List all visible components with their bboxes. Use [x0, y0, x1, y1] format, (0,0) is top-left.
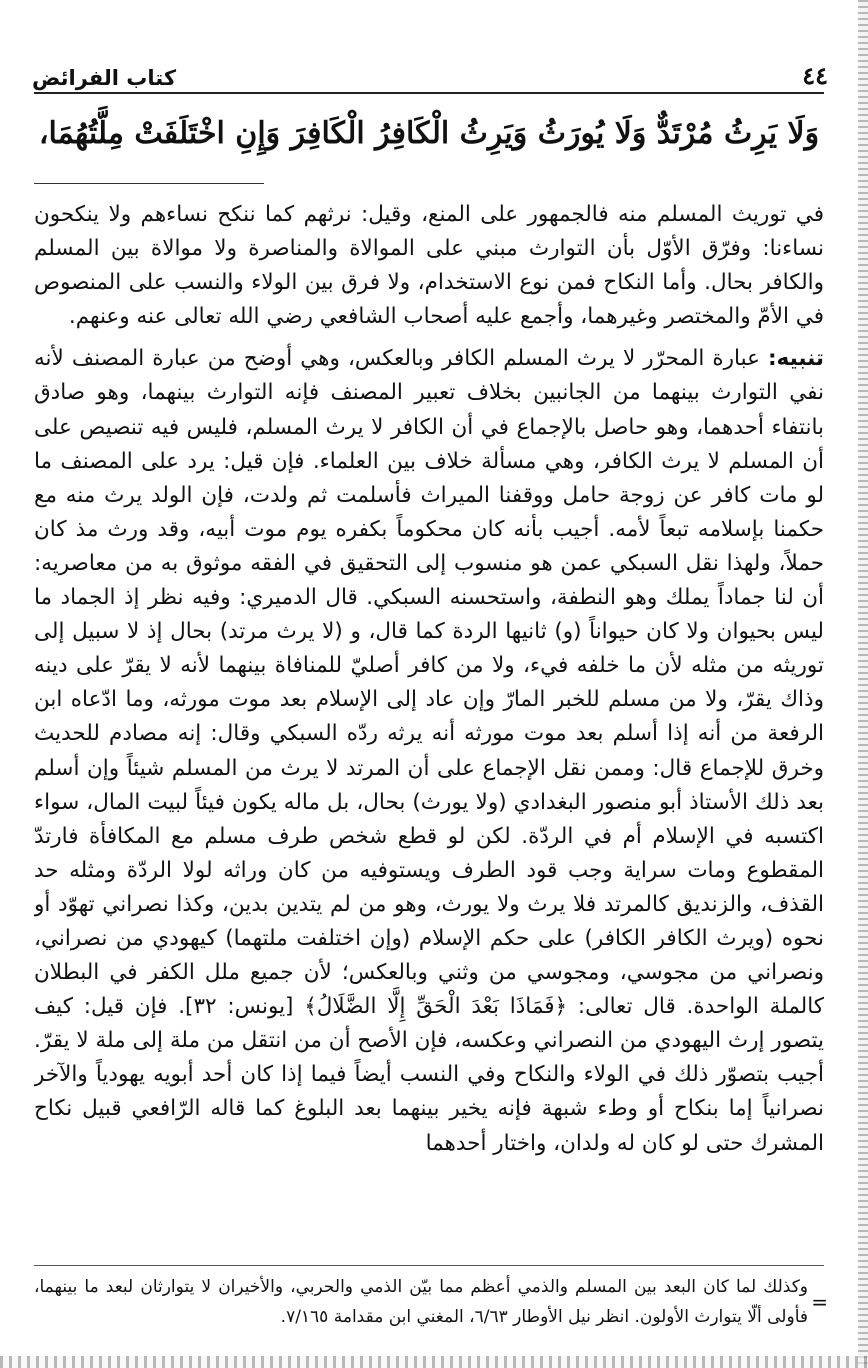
page-number: ٤٤: [802, 61, 828, 90]
footnote-rule: [34, 1265, 824, 1266]
paragraph-text: في توريث المسلم منه فالجمهور على المنع، وقيل: نرثهم كما ننكح نساءهم ولا ينكحون نساءنا: وفرّق الأوّل بأن التوارث مبني على الموالاة والمناصرة ولا موالاة بين المسلم والكافر بحال. وأما النكاح فمن نوع الاستخدام، ولا فرق بين الولاء والنسب على المنصوص في الأمّ والمختصر وغيرهما، وأجمع عليه أصحاب الشافعي رضي الله تعالى عنه وعنهم.: [34, 202, 824, 330]
paragraph: [34, 342, 824, 1160]
scan-edge-bottom: [0, 1356, 868, 1368]
matn-text: وَلَا يَرِثُ مُرْتَدٌّ وَلَا يُورَثُ وَيَرِثُ الْكَافِرُ الْكَافِرَ وَإِنِ اخْتَلَفَتْ مِلَّتُهُمَا،: [38, 116, 820, 151]
paragraph: [34, 198, 824, 334]
page-header: [32, 50, 828, 90]
paragraph-text: عبارة المحرّر لا يرث المسلم الكافر وبالعكس، وهي أوضح من عبارة المصنف لأنه نفي التوارث بينهما من الجانبين بخلاف تعبير المصنف فإنه التوارث بينهما، وهو صادق بانتفاء أحدهما، وهو حاصل بالإجماع في أن الكافر لا يرث المسلم، فليس فيه تنصيص على أن المسلم لا يرث الكافر، وهي مسألة خلاف بين العلماء. فإن قيل: يرد على المصنف ما لو مات كافر عن زوجة حامل ووقفنا الميراث فأسلمت ثم ولدت، فإن الولد يرث منه مع حكمنا بإسلامه تبعاً لأمه. أجيب بأنه كان محكوماً بكفره يوم موت أبيه، وقد ورث مذ كان حملاً، ولهذا نقل السبكي عمن هو منسوب إلى التحقيق في الفقه موثوق به من معاصريه: أن لنا جماداً يملك وهو النطفة، واستحسنه السبكي. قال الدميري: وفيه نظر إذ الجماد ما ليس بحيوان ولا كان حيواناً (و) ثانيها الردة كما قال، و (لا يرث مرتد) بحال إذ لا سبيل إلى توريثه من مثله لأن ما خلفه فيء، ولا من كافر أصليّ للمنافاة بينهما لأنه لا يقرّ على دينه وذاك يقرّ، ولا من مسلم للخبر المارّ وإن عاد إلى الإسلام بعد موت مورثه، وما ادّعاه ابن الرفعة من أنه إذا أسلم بعد موت مورثه أنه يرثه ردّه السبكي وقال: إنه مصادم للحديث وخرق للإجماع قال: وممن نقل الإجماع على أن المرتد لا يرث من المسلم شيئاً وإن أسلم بعد ذلك الأستاذ أبو منصور البغدادي (ولا يورث) بحال، بل ماله يكون فيئاً لبيت المال، سواء اكتسبه في الإسلام أم في الردّة. لكن لو قطع شخص طرف مسلم مع المكافأة فارتدّ المقطوع ومات سراية وجب قود الطرف ويستوفيه من كان وراثه لولا الردّة ومثله حد القذف، والزنديق كالمرتد فلا يرث ولا يورث، وهو من لم يتدين بدين، وكذا نصراني تهوّد أو نحوه (ويرث الكافر الكافر) على حكم الإسلام (وإن اختلفت ملتهما) كيهودي من نصراني، ونصراني من مجوسي، ومجوسي من وثني وبالعكس؛ لأن جميع ملل الكفر في البطلان كالملة الواحدة. قال تعالى: ﴿فَمَاذَا بَعْدَ الْحَقِّ إِلَّا الضَّلَالُ﴾ [يونس: ٣٢]. فإن قيل: كيف يتصور إرث اليهودي من النصراني وعكسه، فإن الأصح أن من انتقل من ملة إلى ملة لا يقرّ. أجيب بتصوّر ذلك في الولاء والنكاح وفي النسب أيضاً فيما إذا كان أحد أبويه يهودياً والآخر نصرانياً إما بنكاح أو وطء شبهة فإنه يخير بينهما بعد البلوغ كما قاله الرّافعي قبيل نكاح المشرك حتى لو كان له ولدان، واختار أحدهما: [34, 346, 824, 1156]
paragraph-lead: تنبيه:: [767, 346, 824, 372]
footnote: وكذلك لما كان البعد بين المسلم والذمي أعظم مما بيّن الذمي والحربي، والأخيران لا يتوارثان لبعد ما بينهما، فأولى ألّا يتوارث الأولون. انظر نيل الأوطار ٦/٦٣، المغني ابن مقدامة ٧/١٦٥.: [34, 1277, 808, 1327]
running-title: كتاب الفرائض: [32, 66, 177, 90]
footnote-marker: =: [811, 1290, 828, 1314]
scan-edge-right: [858, 0, 868, 1368]
header-rule: [34, 92, 824, 94]
matn-separator: [34, 183, 264, 184]
commentary-body: [34, 198, 824, 1248]
